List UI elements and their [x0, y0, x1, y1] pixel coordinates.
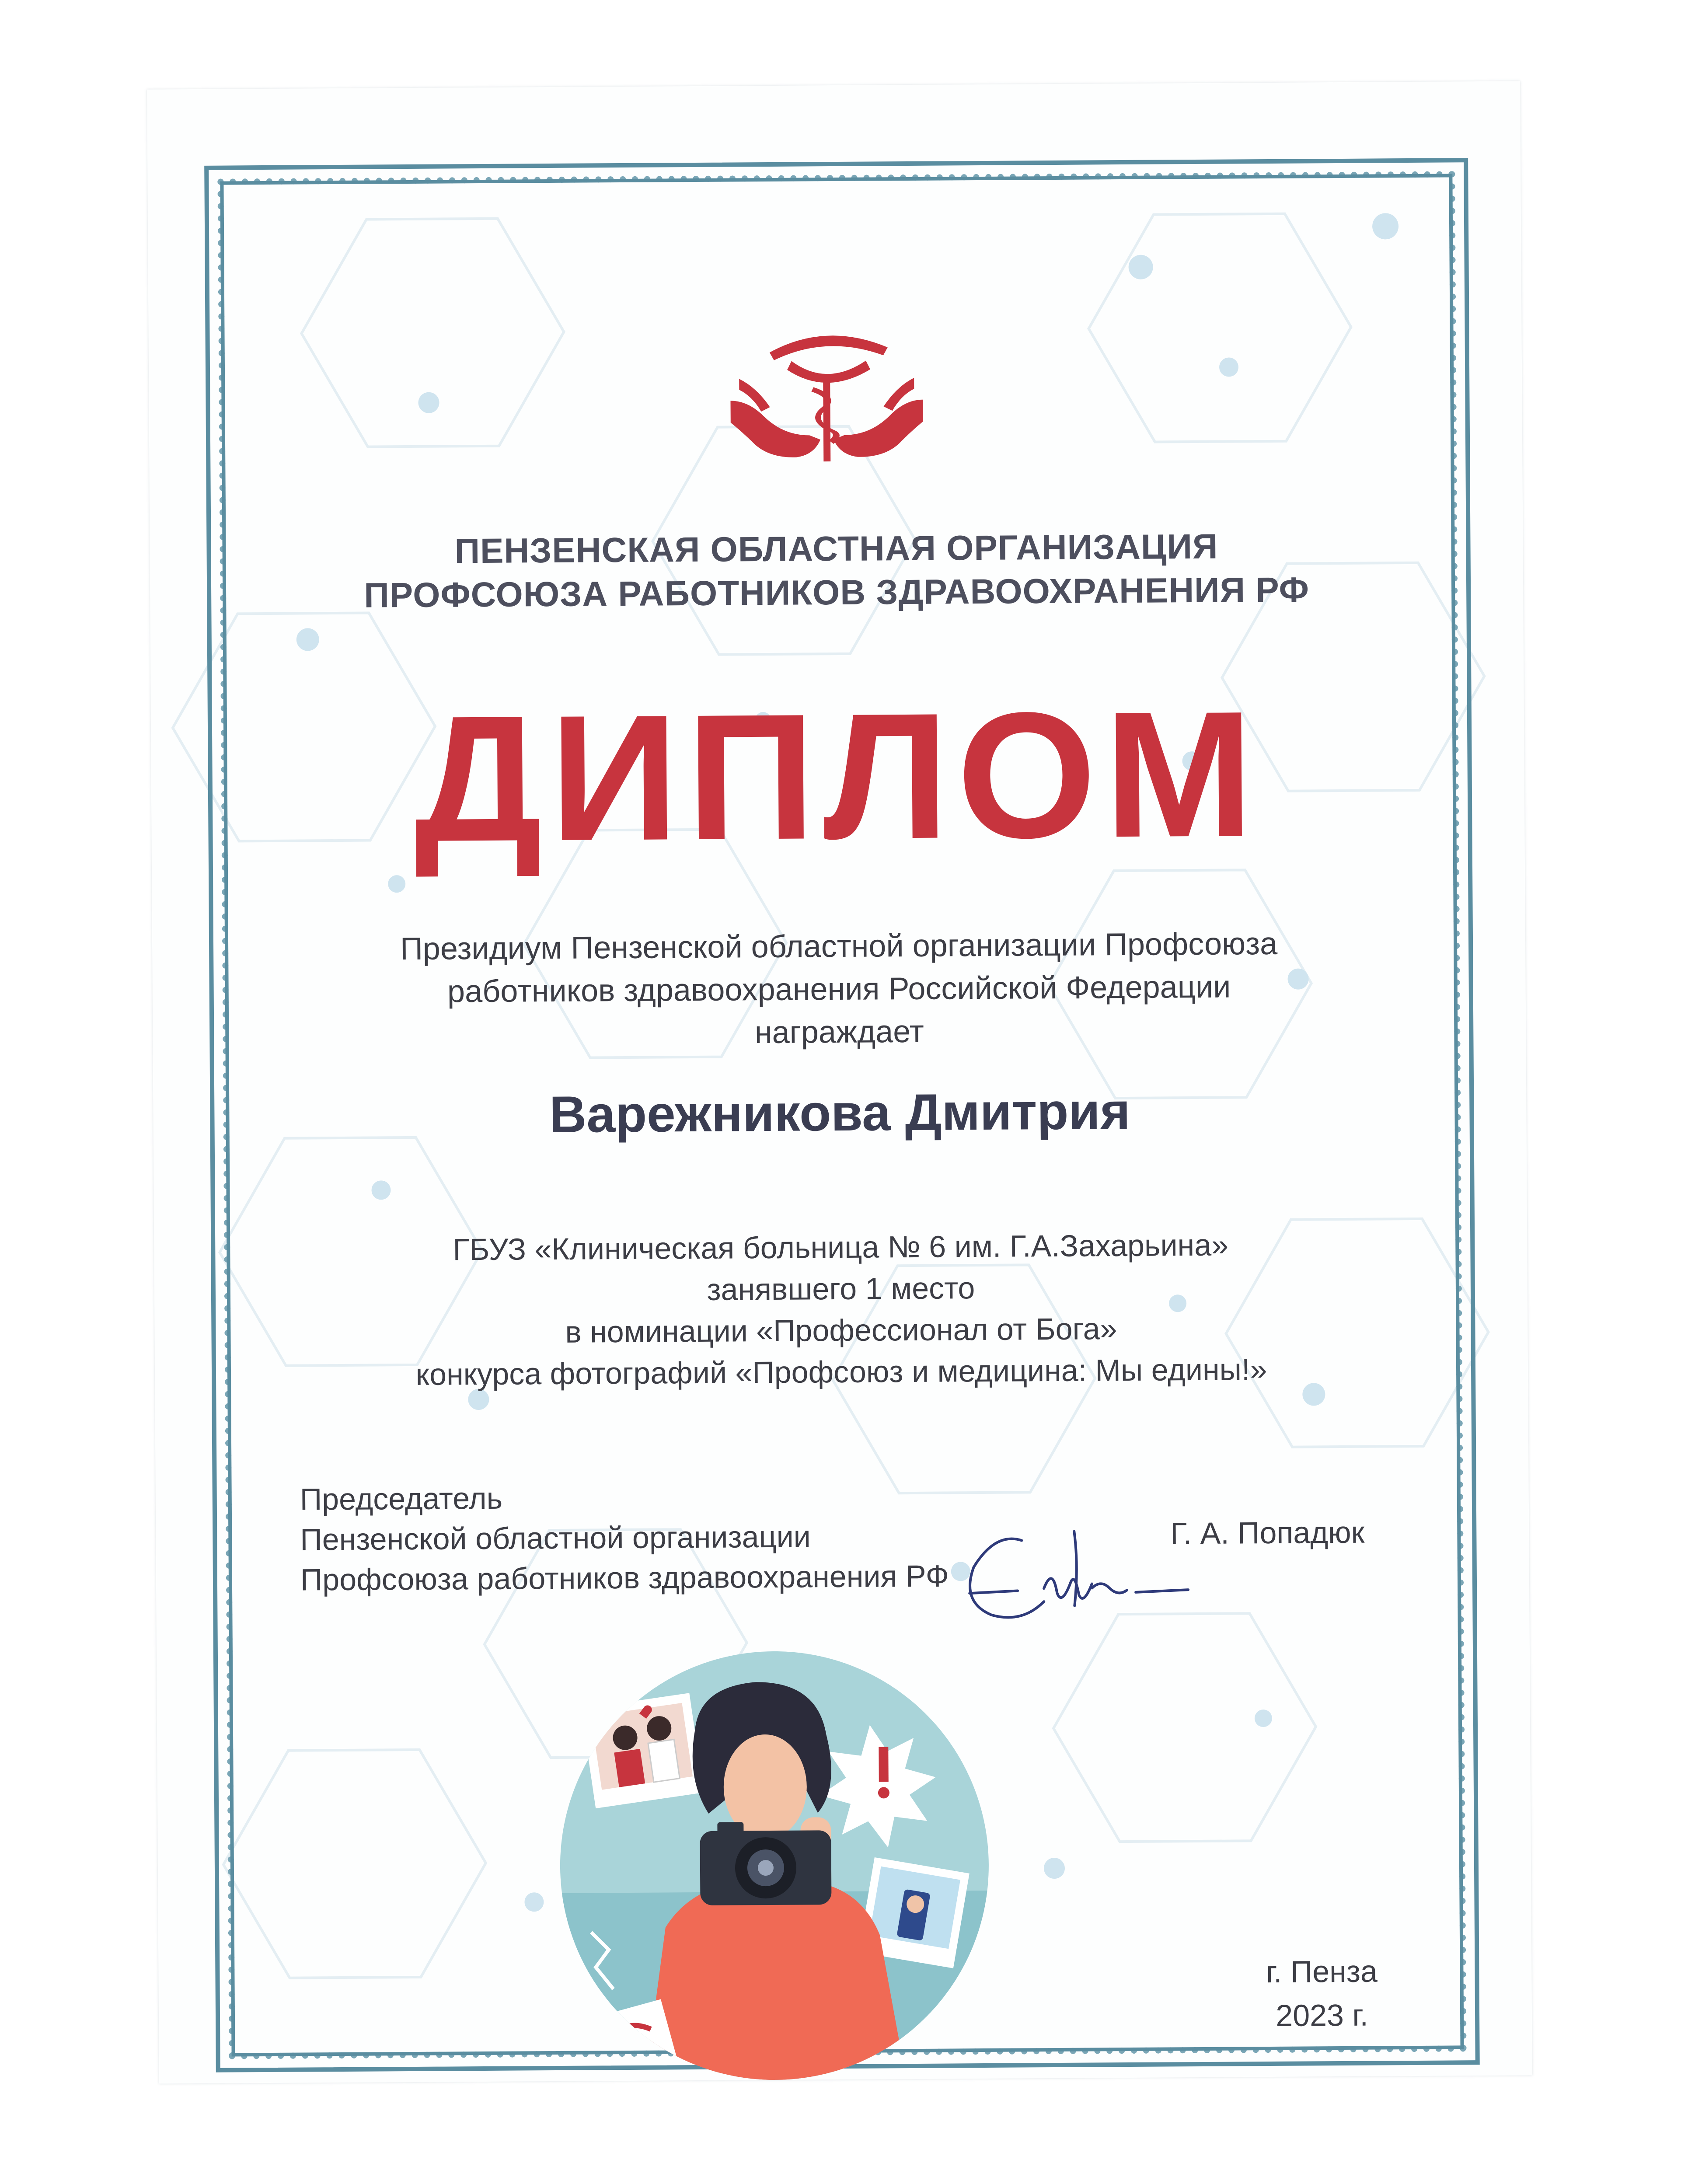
diploma-sheet — [147, 81, 1532, 2083]
signatory-line3: Профсоюза работников здравоохранения РФ — [300, 1559, 949, 1597]
signatory-title — [300, 1475, 1044, 1600]
presidium-text — [283, 921, 1395, 1057]
presidium-line3: награждает — [754, 1014, 924, 1050]
organization-name-line2: ПРОФСОЮЗА РАБОТНИКОВ ЗДРАВООХРАНЕНИЯ РФ — [364, 570, 1310, 615]
bowl-of-hygieia-hands-icon — [721, 304, 932, 484]
signatory-name: Г. А. Попадюк — [1170, 1515, 1365, 1551]
signatory-line2: Пензенской областной организации — [300, 1519, 811, 1557]
award-details-line4: конкурса фотографий «Профсоюз и медицина: Мы едины!» — [415, 1352, 1267, 1392]
organization-name-line1: ПЕНЗЕНСКАЯ ОБЛАСТНАЯ ОРГАНИЗАЦИЯ — [454, 527, 1218, 571]
recipient-name: Варежникова Дмитрия — [549, 1082, 1131, 1144]
organization-name — [281, 523, 1392, 618]
place-and-date — [1238, 1949, 1405, 2037]
photographer-illustration — [555, 1646, 994, 2084]
diploma-title: ДИПЛОМ — [413, 673, 1262, 879]
presidium-line1: Президиум Пензенской областной организации Профсоюза — [400, 926, 1278, 967]
award-details-line1: ГБУЗ «Клиническая больница № 6 им. Г.А.Захарьина» — [453, 1228, 1229, 1267]
award-details-line3: в номинации «Профессионал от Бога» — [565, 1312, 1117, 1349]
award-details — [285, 1223, 1397, 1396]
issue-year: 2023 г. — [1276, 1998, 1369, 2033]
award-details-line2: занявшего 1 место — [707, 1271, 975, 1307]
city-name: г. Пенза — [1266, 1954, 1378, 1989]
signatory-line1: Председатель — [300, 1481, 503, 1517]
presidium-line2: работников здравоохранения Российской Федерации — [447, 969, 1231, 1009]
